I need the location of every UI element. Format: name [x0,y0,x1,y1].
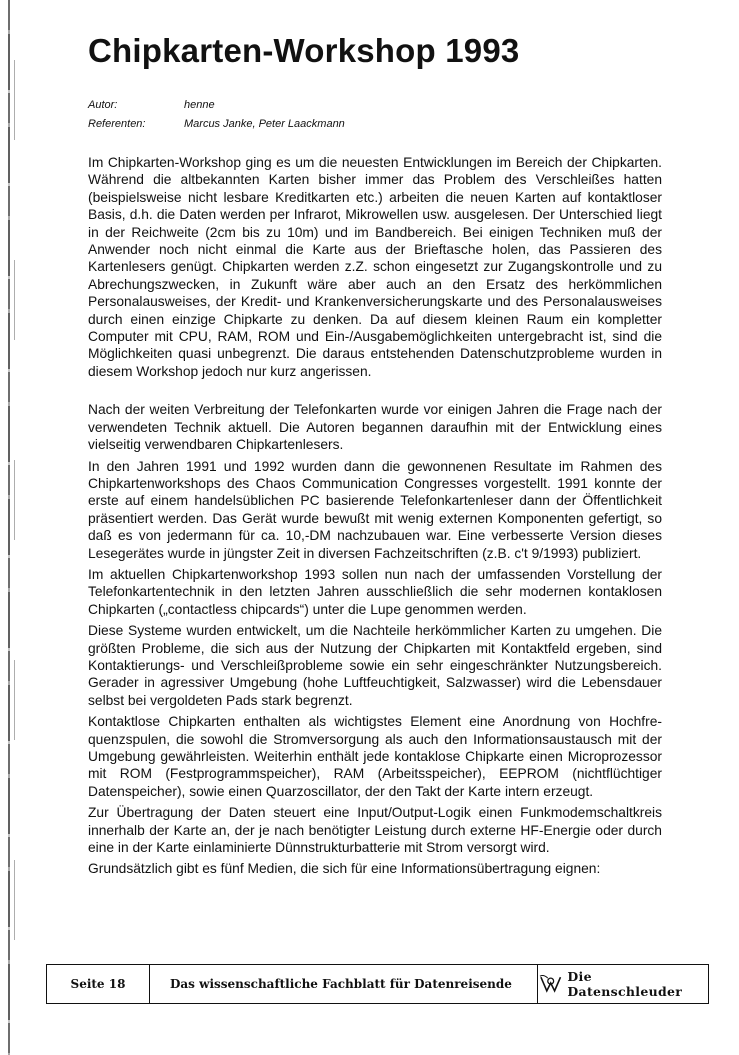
meta-label-author: Autor: [88,99,118,111]
meta-label-speakers: Referenten: [88,118,146,130]
footer-logo-text: Die Datenschleuder [567,969,683,999]
paragraph-uebertragung: Zur Übertragung der Daten steuert eine Input/Output-Logik einen Funkmodemschaltkreis innerhalb der Karte an, der je nach benötigter Leistung durch externe HF-Energie oder durch eine in der Karte einlaminierte Dünnstrukturbatterie mit Strom versorgt wird. [88,805,662,856]
article-body [88,154,662,882]
meta-row-speakers [88,115,345,134]
footer-tagline: Das wissenschaftliche Fachblatt für Datenreisende [150,965,538,1003]
page-footer [46,964,709,1004]
meta-row-author [88,96,345,115]
paragraph-intro: Im Chipkarten-Workshop ging es um die neuesten Entwicklungen im Bereich der Chipkarten. Während die altbekannten Karten bisher immer das Problem des Verschleißes hatten (beispielsweise nicht lesbare Kreditkarten etc.) arbeiten die neuen Karten auf kontaktloser Basis, d.h. die Daten werden per Infrarot, Mikrowellen usw. ausgelesen. Der Unterschied liegt in der Reichweite (2cm bis zu 10m) und im Bandbereich. Bei einigen Techniken muß der Anwender noch nicht einmal die Karte aus der Brieftasche holen, das Passieren des Kartenlesers genügt. Chipkarten werden z.Z. schon eingesetzt zur Zugangskontrolle und zu Abrechungszwecken, in Zukunft wäre aber auch an den Ersatz des herkömmlichen Personalausweises, der Kredit- und Krankenversicherungskarte und des Personalausweises durch einen einzige Chipkarte zu denken. Da auf diesem kleinen Raum ein kompletter Computer mit CPU, RAM, ROM und Ein-/Ausgabemöglichkeiten untergebracht ist, sind die Möglichkeiten quasi unbegrenzt. Die daraus entstehenden Datenschutzprobleme wurden in diesem Workshop jedoch nur kurz angerissen. [88,155,662,379]
paragraph-workshop-1993: Im aktuellen Chipkartenworkshop 1993 sollen nun nach der umfassenden Vorstellung der Telefonkartentechnik in den letzten Jahren ausschließlich die sehr modernen kontaklosen Chipkarten („contactless chipcards“) unter die Lupe genommen werden. [88,566,662,617]
footer-logo [538,965,708,1003]
footer-page-number: Seite 18 [47,965,150,1003]
paragraph-1991-1992: In den Jahren 1991 und 1992 wurden dann die gewonnenen Resultate im Rahmen des Chipkartenworkshops des Chaos Communication Congresses vorgestellt. 1991 konnte der erste auf einem handelsüblichen PC basierende Telefonkartenleser dann der Öffentlichkeit präsentiert werden. Das Gerät wurde bewußt mit wenig externen Komponenten gefertigt, so daß es von jedermann für ca. 10,-DM nachzubauen war. Eine verbesserte Version dieses Lesegerätes wurde in jüngster Zeit in diversen Fachzeitschriften (z.B. c't 9/1993) publiziert. [88,458,662,561]
meta-value-speakers: Marcus Janke, Peter Laackmann [184,118,345,130]
paragraph-kontaktlose: Kontaktlose Chipkarten enthalten als wichtigstes Element eine Anordnung von Hochfrequenzspulen, die sowohl die Stromversorgung als auch den Informationsaustausch mit der Umgebung gewährleisten. Weiterhin enthält jede kontaklose Chipkarte einen Microprozessor mit ROM (Festprogrammspeicher), RAM (Arbeitsspeicher), EEPROM (nichtflüchtiger Datenspeicher), sowie einen Quarzoscillator, der den Takt der Karte intern erzeugt. [88,714,662,799]
scan-edge-left-secondary [14,0,15,1055]
paragraph-nachteile: Diese Systeme wurden entwickelt, um die Nachteile herkömmlicher Karten zu umgehen. Die größten Probleme, die sich aus der Nutzung der Chipkarten mit Kontaktfeld ergeben, sind Kontaktierungs- und Verschleißprobleme sowie ein sehr eingeschränkter Nutzungsbereich. Gerader in agressiver Umgebung (hohe Luftfeuchtigkeit, Salzwasser) wird die Lebensdauer selbst bei vergoldeten Pads stark begrenzt. [88,623,662,708]
meta-value-author: henne [184,99,215,111]
article-meta [88,96,345,134]
paragraph-telefonkarten: Nach der weiten Verbreitung der Telefonkarten wurde vor einigen Jahren die Frage nach der verwendeten Technik aktuell. Die Autoren begannen daraufhin mit der Entwicklung eines vielseitig verwendbaren Chipkartenlesers. [88,402,662,453]
paragraph-medien: Grundsätzlich gibt es fünf Medien, die sich für eine Informationsübertragung eignen: [88,861,601,877]
slingshot-icon [538,973,563,995]
scan-edge-left [8,0,10,1055]
article-title: Chipkarten-Workshop 1993 [88,32,520,69]
